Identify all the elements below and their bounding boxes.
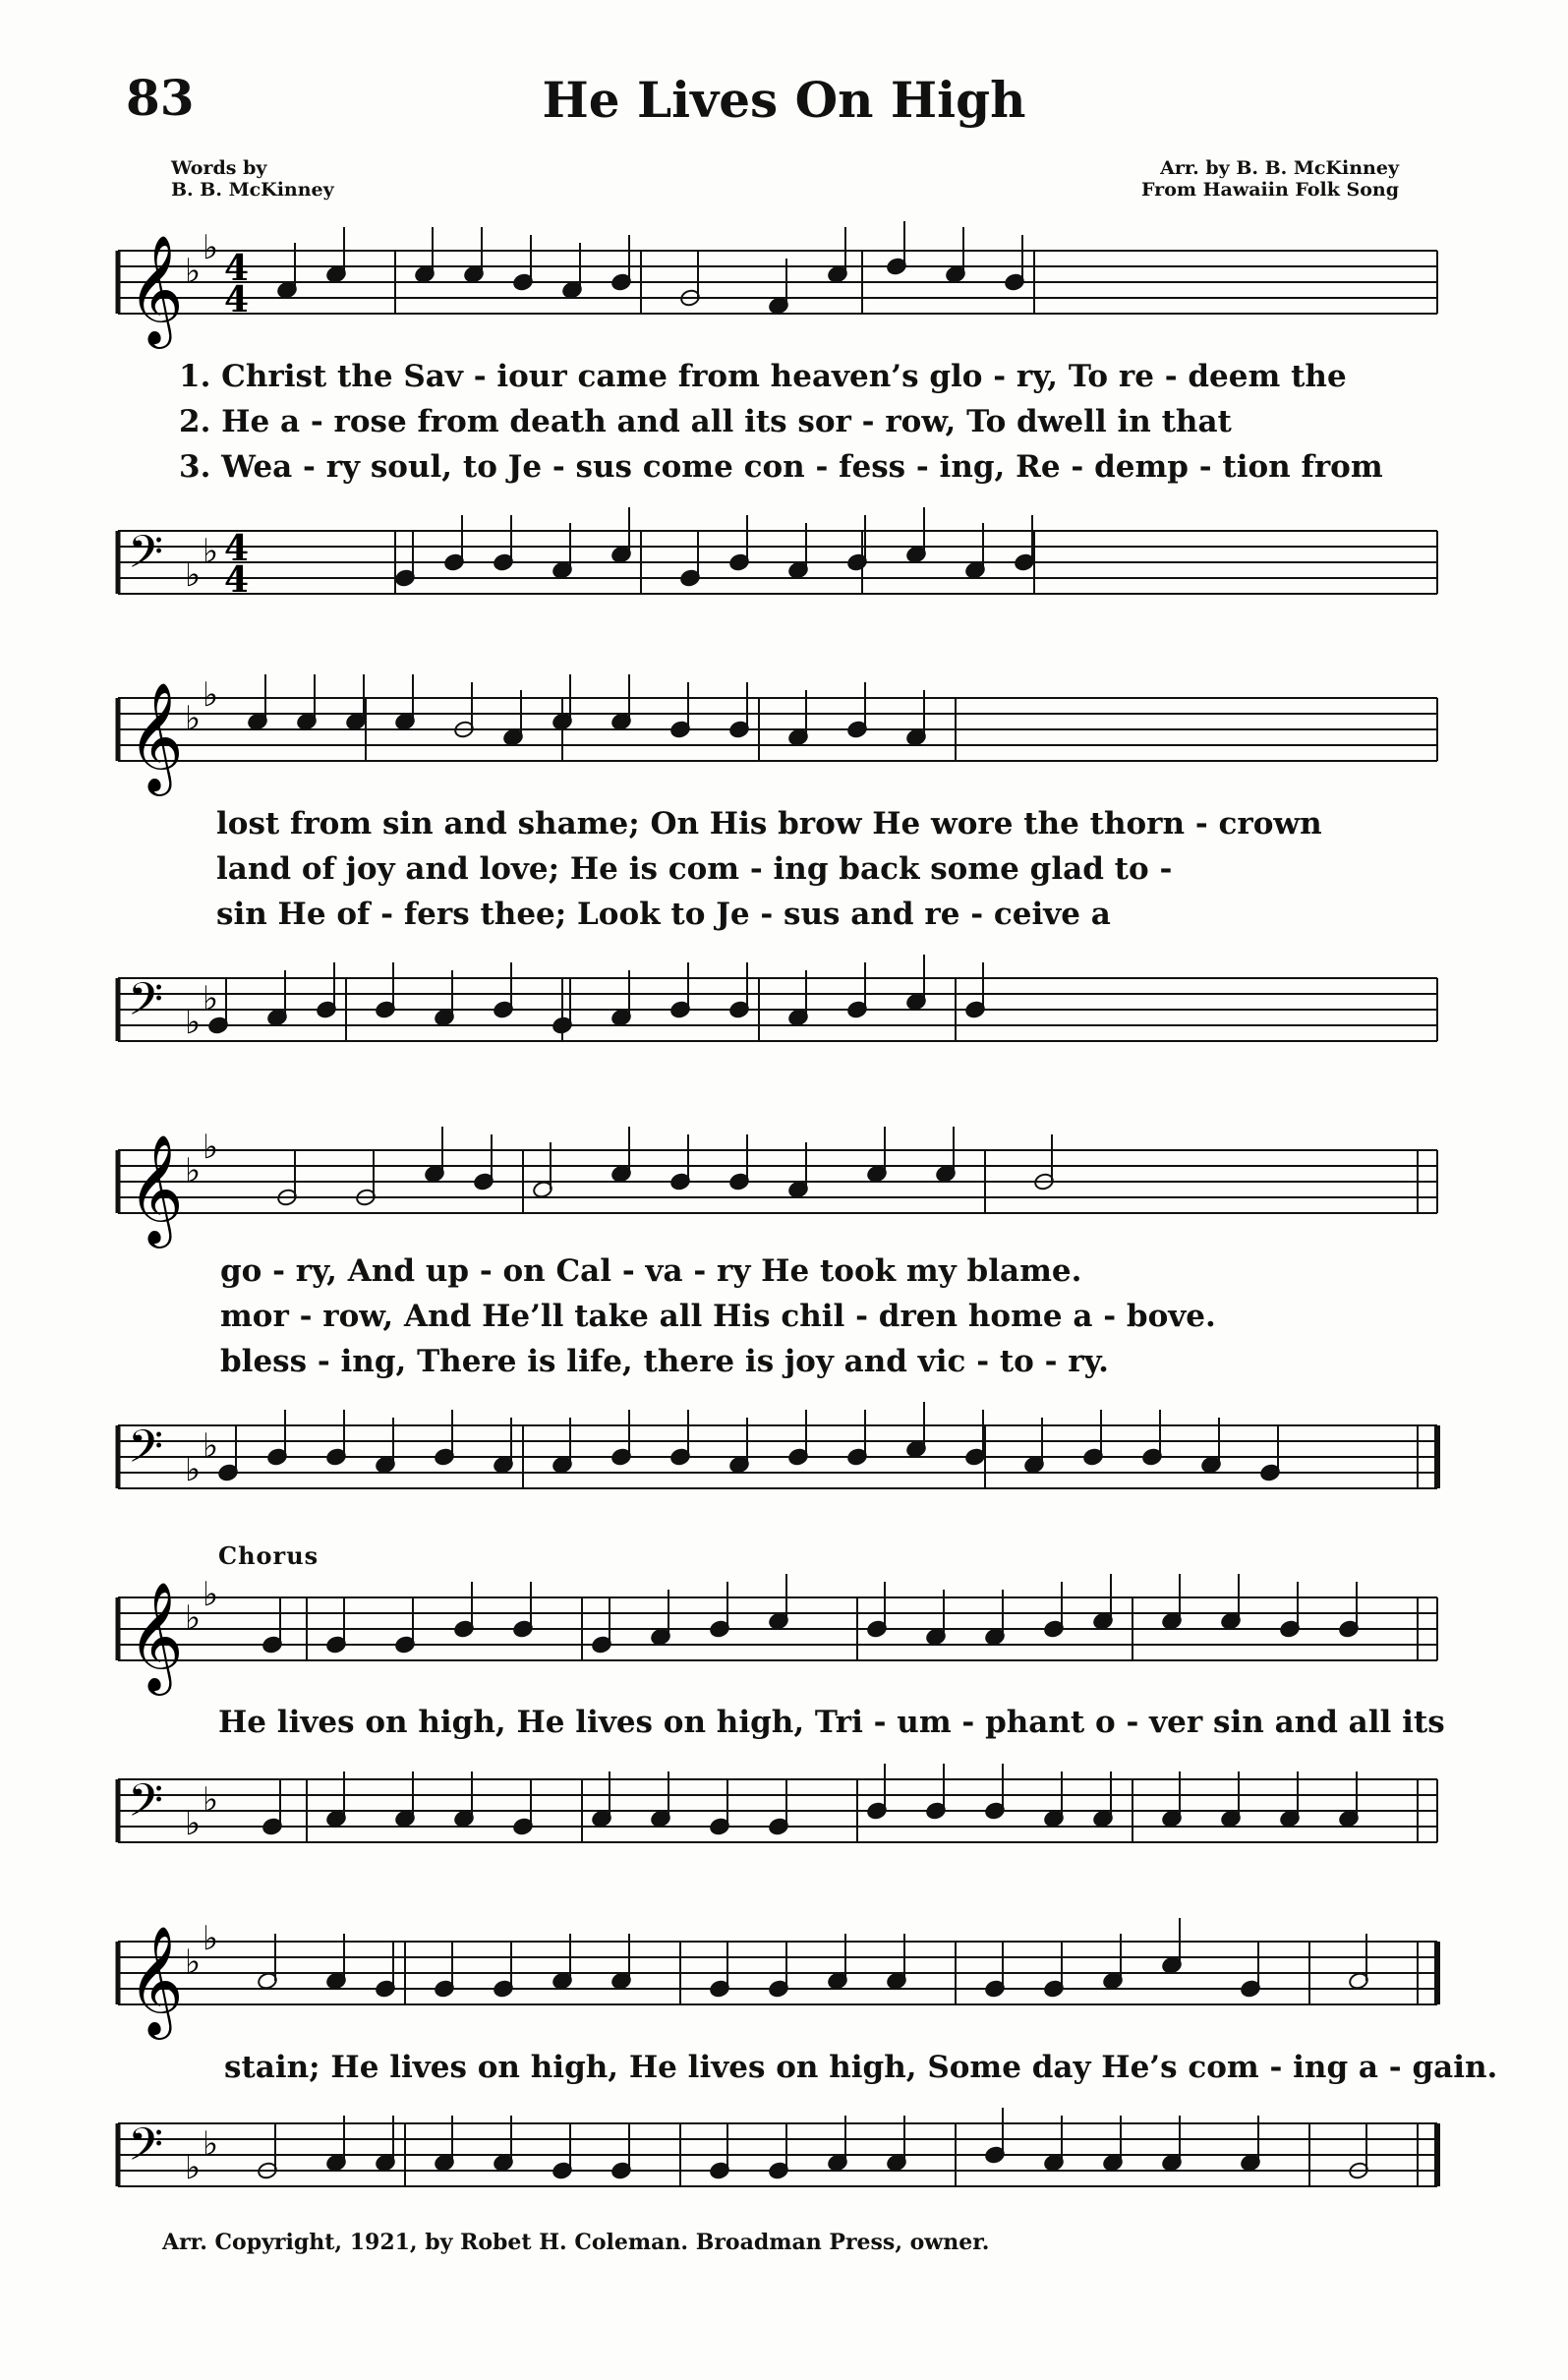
svg-text:♭: ♭ [185,252,202,291]
music-credit-line-2: From Hawaiin Folk Song [1141,179,1399,201]
words-credit-line-2: B. B. McKinney [171,179,334,201]
system-3-verse-3: bless - ing, There is life, there is joy and vic - to - ry. [220,1344,1109,1379]
chorus-1-treble-staff [110,1568,1447,1706]
svg-text:𝄢: 𝄢 [128,973,164,1037]
music-credit [1141,157,1399,201]
svg-text:♭: ♭ [185,1151,202,1190]
svg-text:♭: ♭ [203,979,219,1018]
chorus-1-bass-staff [110,1750,1447,1887]
words-credit [171,157,334,201]
hymn-title: He Lives On High [542,71,1026,129]
svg-text:♭: ♭ [203,1128,219,1167]
copyright-footer: Arr. Copyright, 1921, by Robet H. Coleman. Broadman Press, owner. [162,2230,990,2255]
svg-text:♭: ♭ [203,1426,219,1466]
system-3-verse-2: mor - row, And He’ll take all His chil - dren home a - bove. [220,1299,1216,1334]
svg-text:♭: ♭ [203,228,219,267]
svg-text:𝄢: 𝄢 [128,526,164,590]
svg-text:♭: ♭ [185,1804,202,1843]
svg-text:𝄞: 𝄞 [128,1133,184,1244]
system-1-verse-1: 1. Christ the Sav - iour came from heaven’s glo - ry, To re - deem the [179,359,1347,394]
svg-text:♭: ♭ [203,675,219,715]
hymn-number: 83 [126,69,195,127]
words-credit-line-1: Words by [171,157,267,179]
svg-text:𝄞: 𝄞 [128,234,184,344]
svg-text:𝄢: 𝄢 [128,1421,164,1484]
svg-text:♭: ♭ [185,1943,202,1982]
chorus-lyric-line-2: stain; He lives on high, He lives on high, Some day He’s com - ing a - gain. [224,2050,1498,2085]
system-2-verse-3: sin He of - fers thee; Look to Je - sus and re - ceive a [216,897,1111,932]
system-1-treble-staff [110,221,1447,359]
svg-text:4: 4 [224,279,250,320]
svg-text:♭: ♭ [185,2148,202,2187]
svg-text:♭: ♭ [185,1450,202,1489]
svg-text:4: 4 [224,248,250,289]
svg-text:𝄞: 𝄞 [128,1581,184,1691]
svg-text:4: 4 [224,559,250,601]
chorus-2-treble-staff [110,1912,1447,2050]
chorus-2-bass-staff [110,2094,1447,2232]
system-1-verse-3: 3. Wea - ry soul, to Je - sus come con - fess - ing, Re - demp - tion from [179,449,1383,485]
svg-text:♭: ♭ [203,1780,219,1820]
chorus-label: Chorus [218,1541,319,1570]
svg-text:𝄞: 𝄞 [128,681,184,791]
music-credit-line-1: Arr. by B. B. McKinney [1160,157,1399,179]
system-2-treble-staff [110,668,1447,806]
system-3-verse-1: go - ry, And up - on Cal - va - ry He took my blame. [220,1253,1082,1289]
chorus-lyric-line-1: He lives on high, He lives on high, Tri - um - phant o - ver sin and all its [218,1705,1445,1740]
svg-text:4: 4 [224,528,250,569]
system-2-verse-1: lost from sin and shame; On His brow He wore the thorn - crown [216,806,1322,842]
system-3-lyrics [110,1248,1447,1384]
svg-text:♭: ♭ [203,1575,219,1614]
svg-text:𝄞: 𝄞 [128,1925,184,2035]
svg-text:♭: ♭ [185,699,202,738]
system-3-treble-staff [110,1121,1447,1258]
svg-text:♭: ♭ [203,2124,219,2164]
system-2-lyrics [110,801,1447,937]
system-1-lyrics [110,354,1447,490]
system-3-bass-staff [110,1396,1447,1534]
system-1-bass-staff [110,501,1447,639]
system-2-verse-2: land of joy and love; He is com - ing back some glad to - [216,851,1173,887]
svg-text:♭: ♭ [203,1919,219,1958]
svg-text:𝄢: 𝄢 [128,2119,164,2182]
svg-text:♭: ♭ [203,532,219,571]
svg-text:♭: ♭ [185,555,202,595]
system-2-bass-staff [110,949,1447,1086]
svg-text:𝄢: 𝄢 [128,1774,164,1838]
svg-text:♭: ♭ [185,1598,202,1638]
system-1-verse-2: 2. He a - rose from death and all its sor - row, To dwell in that [179,404,1232,439]
svg-text:♭: ♭ [185,1003,202,1042]
